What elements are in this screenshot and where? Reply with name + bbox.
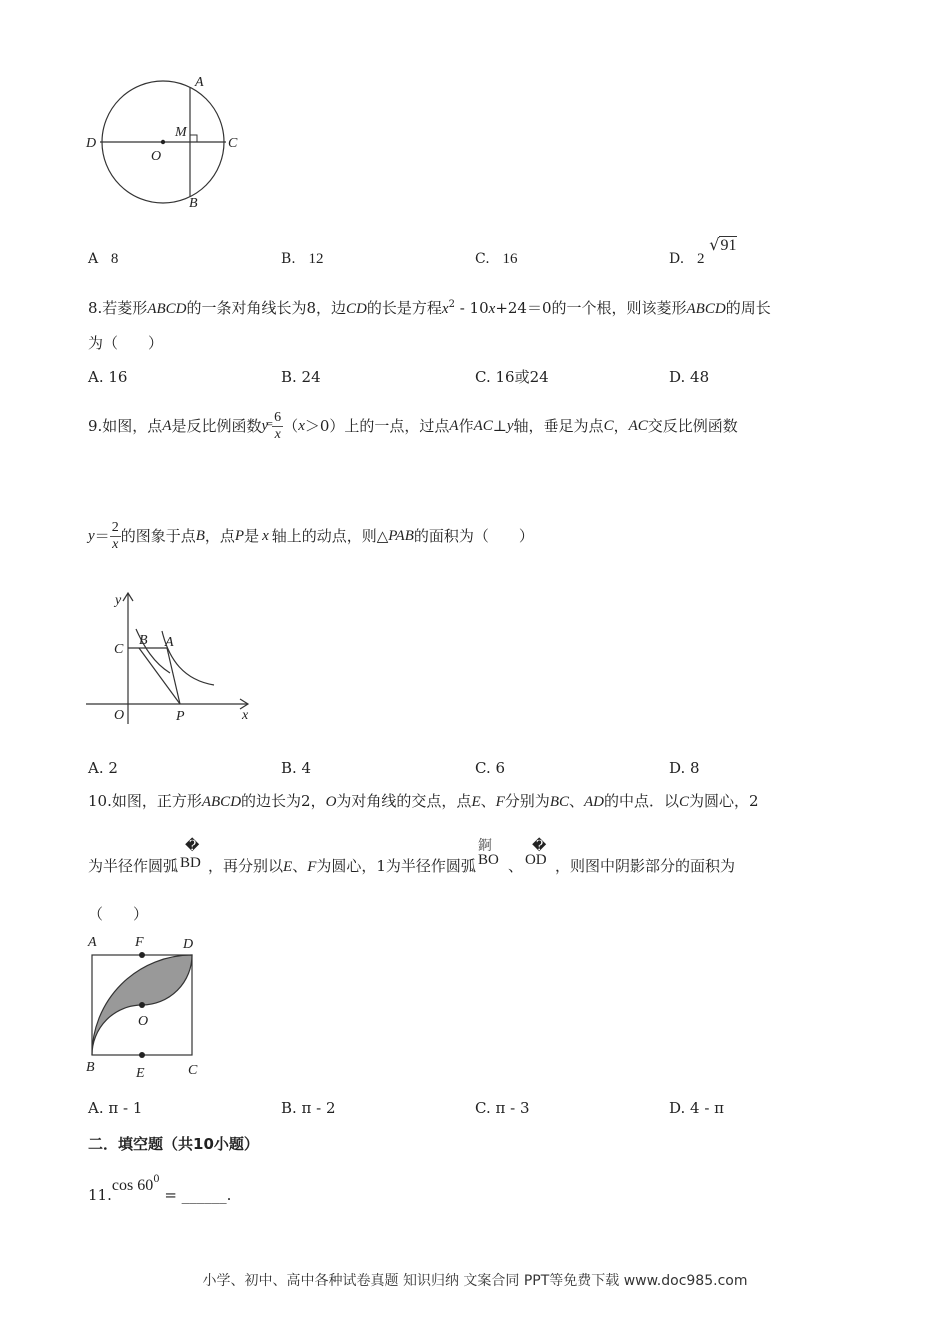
q8-text-3: 的长是方程 <box>366 299 442 317</box>
section-heading: 二．填空题（共10小题） <box>88 1135 259 1153</box>
q10-abcd: ABCD <box>201 794 242 810</box>
q8-text-5: +24＝0的一个根，则该菱形 <box>495 299 687 317</box>
q10-square-figure <box>82 930 212 1082</box>
q9-text-5: 作 <box>458 417 474 435</box>
q9-option-c: C. 6 <box>475 759 506 777</box>
q10-label-e: E <box>136 1066 145 1081</box>
q9-x-2: x <box>262 528 269 544</box>
q7-option-c-value: 16 <box>502 251 518 267</box>
q9-denominator-x: x <box>272 426 283 443</box>
q10-point-f-dot <box>139 952 145 958</box>
q7-option-a-value: 8 <box>110 251 119 267</box>
q10-point-f-2: F <box>307 859 317 875</box>
q9-text-3: （ <box>283 417 299 435</box>
q8-option-d: D. 48 <box>669 368 710 386</box>
q7-option-a <box>88 248 118 269</box>
q10-arc-od-label: OD <box>524 852 547 868</box>
q9-label-p: P <box>176 709 185 724</box>
q9-fraction-6-over-x <box>265 409 283 443</box>
q10-point-e-2: E <box>283 859 293 875</box>
q9-option-a: A. 2 <box>88 759 118 777</box>
q7-option-a-letter: A <box>88 251 99 267</box>
q10-point-e-1: E <box>471 794 481 810</box>
q10-label-a: A <box>88 935 97 950</box>
q8-abcd-2: ABCD <box>686 301 726 317</box>
q7-label-b: B <box>189 196 198 211</box>
q10-text-9: 为半径作圆弧 <box>88 857 179 875</box>
q9-equals-2: ＝ <box>94 527 110 545</box>
q10-line1 <box>88 791 759 812</box>
q7-option-d-value: 2 <box>696 251 705 267</box>
q10-text-10: ，再分别以 <box>208 857 284 875</box>
q7-circle-figure <box>80 70 250 215</box>
q10-option-b: B. π - 2 <box>281 1099 336 1117</box>
q11-expression: cos 60 <box>111 1177 154 1194</box>
q9-fraction-2-over-x <box>110 520 121 553</box>
q9-x-1: x <box>298 418 305 434</box>
q9-text-2: 是反比例函数 <box>171 417 262 435</box>
q10-label-c: C <box>188 1063 198 1078</box>
q10-bc: BC <box>549 794 569 810</box>
q11-superscript: 0 <box>153 1174 160 1185</box>
q9-y-1: y <box>261 418 269 434</box>
q10-text-6: 、 <box>568 792 584 810</box>
q10-label-d: D <box>183 937 194 952</box>
q9-point-b: B <box>195 528 205 544</box>
q10-point-o-dot <box>139 1002 145 1008</box>
q9-point-a-1: A <box>162 418 172 434</box>
q10-arc-bo-glyph: 錒 <box>477 838 492 854</box>
q7-option-d-radicand: 91 <box>720 237 737 254</box>
q9-point-p: P <box>234 528 245 544</box>
q7-option-d-letter: D. <box>669 251 685 267</box>
q9-y-3: y <box>88 528 95 544</box>
q9-label-o: O <box>114 708 125 723</box>
q10-point-o: O <box>325 794 337 810</box>
q10-arc-bd-label: BD <box>180 855 201 871</box>
q9-pab: PAB <box>388 528 414 544</box>
q8-text-1: 8.若菱形 <box>88 299 148 317</box>
q7-label-d: D <box>86 136 97 151</box>
q8-option-b: B. 24 <box>281 368 321 386</box>
q8-x-1: x <box>441 301 449 317</box>
q7-center-dot <box>161 140 165 144</box>
q7-option-c-letter: C. <box>475 251 490 267</box>
q9-ac-2: AC <box>628 418 648 434</box>
q10-point-c: C <box>679 794 690 810</box>
q7-option-b-value: 12 <box>308 251 324 267</box>
q9-numerator-6: 6 <box>274 409 282 425</box>
q10-text-1: 10.如图，正方形 <box>88 792 202 810</box>
q9-label-x: x <box>242 708 249 723</box>
q8-text-6: 的周长 <box>725 299 771 317</box>
q9-label-c: C <box>114 642 124 657</box>
q11-number: 11. <box>88 1186 112 1204</box>
q10-label-f: F <box>135 935 144 950</box>
q10-text-5: 分别为 <box>504 792 550 810</box>
q9-option-b: B. 4 <box>281 759 312 777</box>
q10-text-2: 的边长为2， <box>241 792 326 810</box>
q9-ac-1: AC <box>473 418 493 434</box>
q9-numerator-2: 2 <box>111 519 119 535</box>
q8-option-c: C. 16或24 <box>475 368 549 386</box>
q9-line1 <box>88 402 738 450</box>
q10-arc-od <box>523 838 555 874</box>
q9-graph-figure <box>84 585 264 730</box>
q10-label-o: O <box>138 1014 149 1029</box>
q9-option-d: D. 8 <box>669 759 700 777</box>
sqrt-icon: √ <box>709 235 720 254</box>
q9-denominator-x-2: x <box>110 536 121 553</box>
q10-text-7: 的中点．以 <box>604 792 680 810</box>
q10-text-12: 为圆心，1为半径作圆弧 <box>316 857 476 875</box>
q9-label-y: y <box>115 593 122 608</box>
q7-label-c: C <box>228 136 238 151</box>
q9-line2 <box>88 512 534 560</box>
q10-text-3: 为对角线的交点，点 <box>336 792 472 810</box>
q11-blank: = ______. <box>159 1186 232 1204</box>
q8-option-a: A. 16 <box>88 368 128 386</box>
q7-option-b <box>281 248 324 269</box>
q8-text-2: 的一条对角线长为8，边 <box>186 299 347 317</box>
q10-point-f-1: F <box>495 794 505 810</box>
q10-text-8: 为圆心，2 <box>689 792 759 810</box>
q9-equals: = <box>265 415 274 431</box>
arc-glyph-icon: � <box>531 838 547 854</box>
q8-line2: 为（ ） <box>88 334 164 352</box>
q10-option-a: A. π - 1 <box>88 1099 143 1117</box>
q7-right-angle-mark <box>190 135 197 142</box>
q10-option-c: C. π - 3 <box>475 1099 530 1117</box>
q7-option-b-letter: B. <box>281 251 296 267</box>
q9-text-14: 的面积为（ ） <box>413 527 534 545</box>
q9-text-12: 是 <box>244 527 260 545</box>
q10-text-11: 、 <box>292 857 308 875</box>
q9-label-a: A <box>165 635 174 650</box>
q9-text-1: 9.如图，点 <box>88 417 163 435</box>
q9-text-8: ， <box>613 417 629 435</box>
q10-arc-bo <box>476 838 508 874</box>
q7-label-m: M <box>175 125 187 140</box>
q10-arc-bo-label: BO <box>477 852 499 868</box>
q10-option-d: D. 4 - π <box>669 1099 725 1117</box>
q7-option-c <box>475 248 517 269</box>
q9-point-a-2: A <box>449 418 459 434</box>
q8-sup2: 2 <box>448 299 455 310</box>
q9-y-2: y <box>506 418 514 434</box>
q8-text-4: - 10 <box>454 299 489 317</box>
q9-text-11: ，点 <box>204 527 235 545</box>
arc-glyph-icon: � <box>185 838 200 854</box>
q10-line3: （ ） <box>88 905 149 923</box>
q7-label-o: O <box>151 149 162 164</box>
q10-point-e-dot <box>139 1052 145 1058</box>
q10-text-13: 、 <box>507 857 523 875</box>
q10-ad: AD <box>584 794 604 810</box>
q9-text-9: 交反比例函数 <box>647 417 738 435</box>
page-footer: 小学、初中、高中各种试卷真题 知识归纳 文案合同 PPT等免费下载 www.doc985.com <box>202 1273 748 1289</box>
q8-line1 <box>88 295 771 319</box>
q7-label-a: A <box>195 75 204 90</box>
q9-text-10: 的图象于点 <box>120 527 196 545</box>
q9-perp: ⊥ <box>492 417 507 435</box>
q10-line2 <box>88 838 735 878</box>
q10-arc-bd <box>178 838 208 874</box>
q11 <box>88 1172 231 1202</box>
q8-cd: CD <box>346 301 367 317</box>
q9-text-4: ＞0）上的一点，过点 <box>304 417 450 435</box>
q8-abcd-1: ABCD <box>147 301 187 317</box>
q10-text-4: 、 <box>480 792 496 810</box>
q9-text-7: 轴，垂足为点 <box>513 417 604 435</box>
q9-label-b: B <box>139 633 148 648</box>
q8-x-2: x <box>488 301 496 317</box>
q10-text-14: ，则图中阴影部分的面积为 <box>554 857 735 875</box>
q9-point-c: C <box>603 418 614 434</box>
q9-text-13: 轴上的动点，则△ <box>271 527 389 545</box>
q10-label-b: B <box>86 1060 95 1075</box>
q7-option-d <box>669 234 737 270</box>
